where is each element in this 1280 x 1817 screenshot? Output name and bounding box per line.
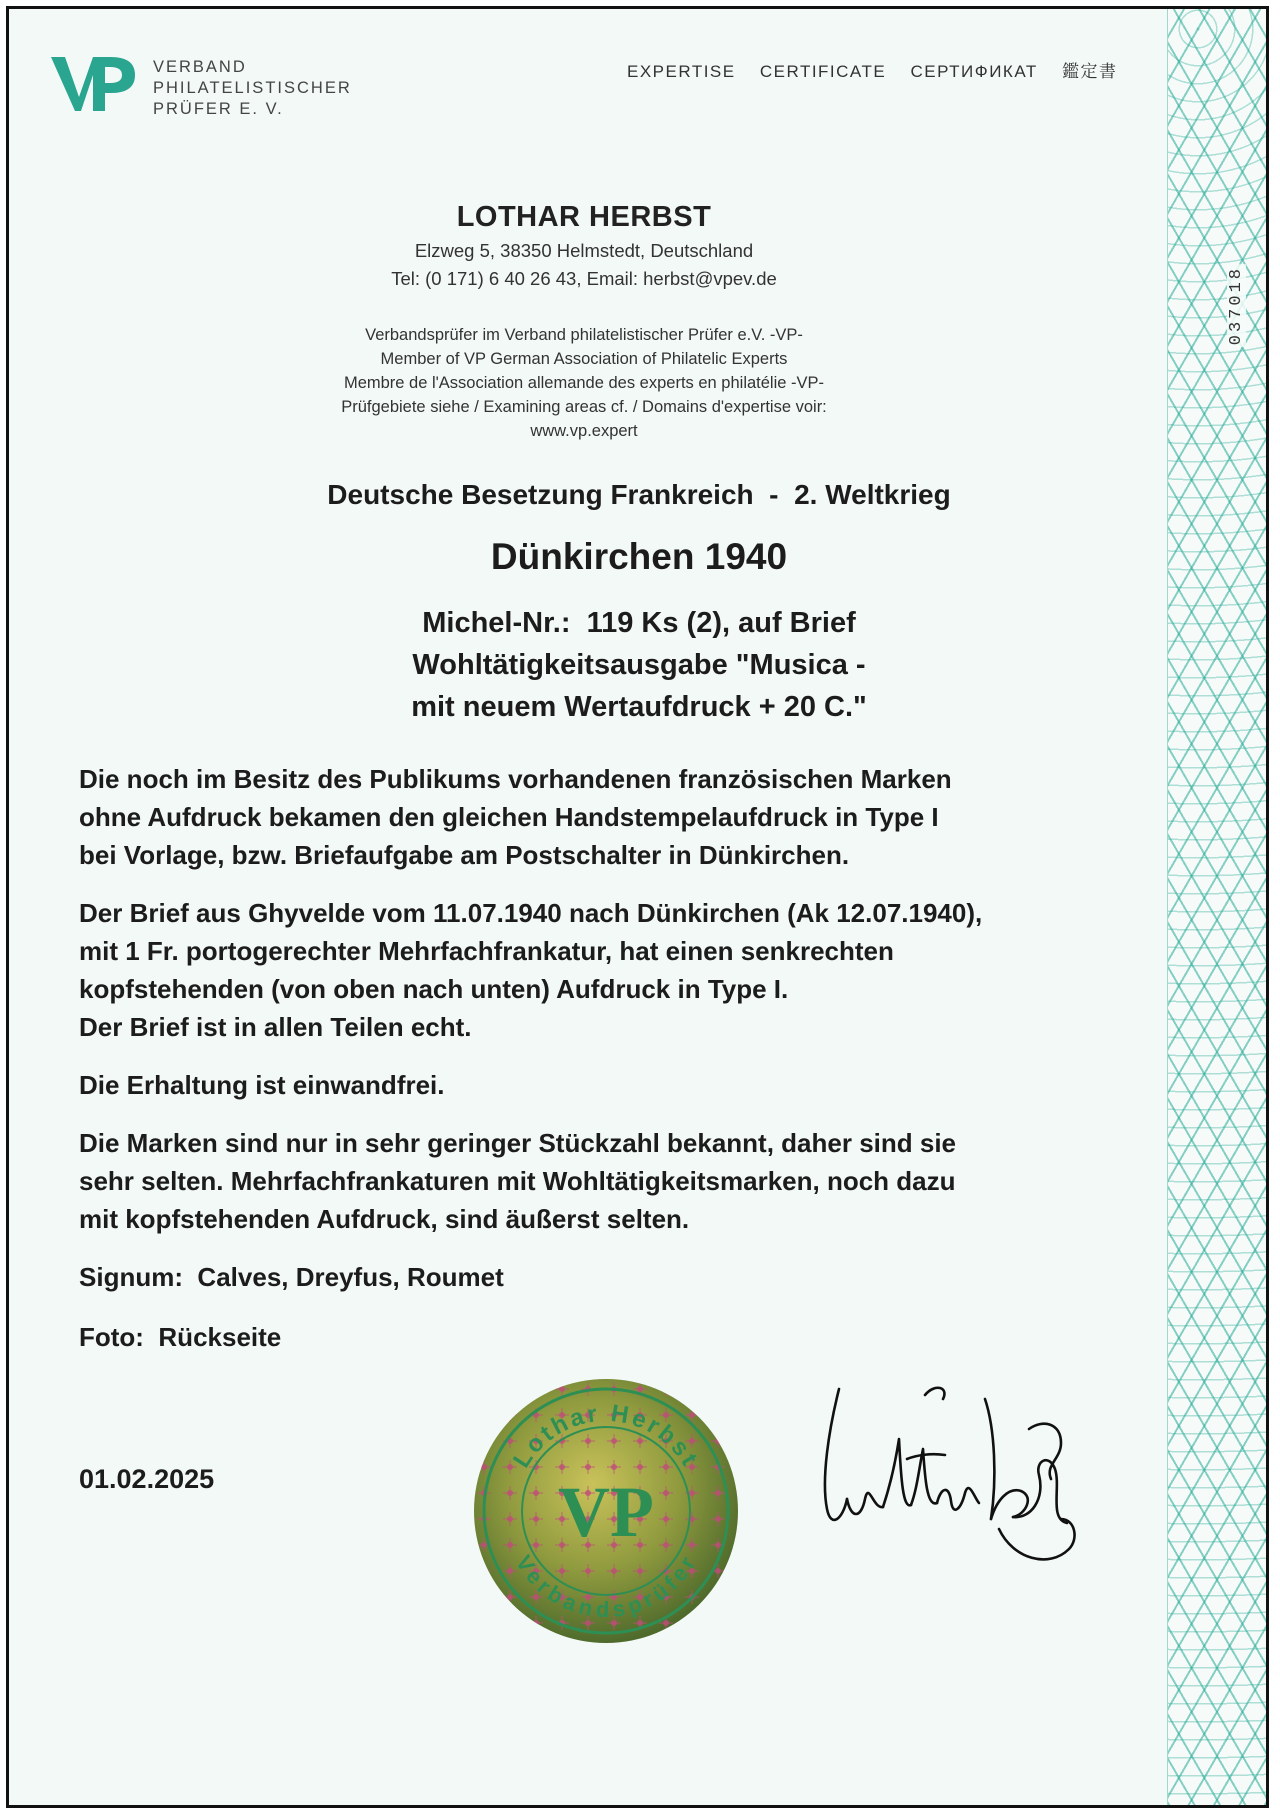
expert-contact: Tel: (0 171) 6 40 26 43, Email: herbst@vpev.de xyxy=(391,268,777,289)
certificate-page xyxy=(6,6,1269,1808)
word-sertifikat: СЕРТИФИКАТ xyxy=(910,62,1038,81)
paragraph xyxy=(79,1124,1159,1238)
hologram-seal xyxy=(471,1376,741,1651)
paragraph-line: bei Vorlage, bzw. Briefaufgabe am Postschalter in Dünkirchen. xyxy=(79,840,850,870)
paragraph-line: Der Brief aus Ghyvelde vom 11.07.1940 nach Dünkirchen (Ak 12.07.1940), xyxy=(79,898,983,928)
expert-name: LOTHAR HERBST xyxy=(456,201,712,233)
paragraph-line: Die Erhaltung ist einwandfrei. xyxy=(79,1070,445,1100)
seal-text-bottom: Verbandsprüfer xyxy=(510,1550,702,1623)
word-certificate: CERTIFICATE xyxy=(759,62,887,81)
signum-line: Signum: Calves, Dreyfus, Roumet xyxy=(79,1262,504,1292)
certificate-date: 01.02.2025 xyxy=(79,1464,215,1494)
item-line: Wohltätigkeitsausgabe "Musica - xyxy=(412,649,866,681)
association-name xyxy=(153,57,352,120)
handwritten-signature xyxy=(799,1369,1099,1584)
item-line: Michel-Nr.: 119 Ks (2), auf Brief xyxy=(422,607,856,639)
membership-line: Member of VP German Association of Philatelic Experts xyxy=(380,350,788,368)
association-line: PHILATELISTISCHER xyxy=(153,79,352,97)
photo-line: Foto: Rückseite xyxy=(79,1322,282,1352)
paragraph-line: Der Brief ist in allen Teilen echt. xyxy=(79,1012,472,1042)
membership-line: Membre de l'Association allemande des experts en philatélie -VP- xyxy=(343,374,825,392)
paragraph-line: Die Marken sind nur in sehr geringer Stückzahl bekannt, daher sind sie xyxy=(79,1128,957,1158)
word-expertise: EXPERTISE xyxy=(627,62,736,81)
issue-title: Dünkirchen 1940 xyxy=(490,536,788,577)
word-kanteisho: 鑑定書 xyxy=(1061,62,1118,81)
vp-logo xyxy=(49,53,139,115)
seal-center-text: VP xyxy=(558,1472,654,1552)
item-line: mit neuem Wertaufdruck + 20 C." xyxy=(411,691,867,723)
paragraph-line: Die noch im Besitz des Publikums vorhandenen französischen Marken xyxy=(79,764,952,794)
expert-block xyxy=(9,201,1159,290)
item-description xyxy=(9,602,1269,728)
security-band xyxy=(1167,9,1266,1805)
paragraph-line: mit kopfstehenden Aufdruck, sind äußerst selten. xyxy=(79,1204,690,1234)
membership-line: Prüfgebiete siehe / Examining areas cf. / Domains d'expertise voir: xyxy=(341,398,827,416)
paragraph-line: mit 1 Fr. portogerechter Mehrfachfrankatur, hat einen senkrechten xyxy=(79,936,894,966)
expert-address: Elzweg 5, 38350 Helmstedt, Deutschland xyxy=(414,240,754,261)
website-link[interactable]: www.vp.expert xyxy=(530,422,638,440)
paragraph-line: kopfstehenden (von oben nach unten) Aufdruck in Type I. xyxy=(79,974,789,1004)
paragraph-line: ohne Aufdruck bekamen den gleichen Handstempelaufdruck in Type I xyxy=(79,802,939,832)
paragraph xyxy=(79,1066,1159,1104)
association-line: PRÜFER E. V. xyxy=(153,100,284,118)
certificate-body xyxy=(79,760,1159,1378)
paragraph xyxy=(79,760,1159,874)
certificate-words xyxy=(627,57,1117,82)
membership-block xyxy=(9,323,1159,443)
paragraph xyxy=(79,894,1159,1046)
collecting-area: Deutsche Besetzung Frankreich - 2. Weltkrieg xyxy=(327,479,951,510)
association-line: VERBAND xyxy=(153,58,247,76)
membership-line: Verbandsprüfer im Verband philatelistischer Prüfer e.V. -VP- xyxy=(365,326,803,344)
serial-number: 037018 xyxy=(1227,266,1246,346)
seal-text-top: Lothar Herbst xyxy=(508,1399,705,1473)
paragraph-line: sehr selten. Mehrfachfrankaturen mit Wohltätigkeitsmarken, noch dazu xyxy=(79,1166,956,1196)
